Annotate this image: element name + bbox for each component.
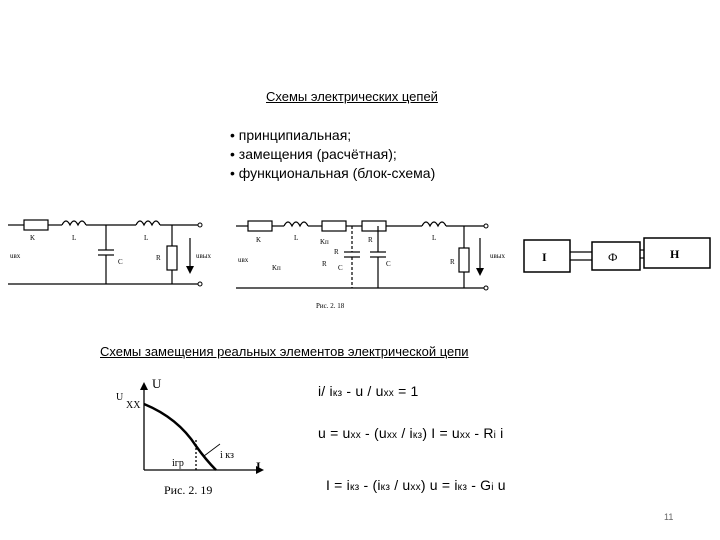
- c2-label-c1: C: [338, 264, 343, 272]
- c2-label-kp1: Kп: [320, 238, 329, 246]
- graph-caption: Рис. 2. 19: [164, 483, 213, 497]
- page-number: 11: [664, 512, 674, 522]
- graph-igr: iгр: [172, 458, 184, 469]
- c1-label-l1: L: [72, 234, 77, 242]
- c2-label-c2: C: [386, 260, 391, 268]
- bullet-equivalent: • замещения (расчётная);: [230, 146, 397, 162]
- c1-label-uout: uвых: [196, 252, 212, 260]
- c2-caption: Рис. 2. 18: [316, 302, 345, 310]
- c2-label-l2: L: [432, 234, 437, 242]
- c1-label-l2: L: [144, 234, 149, 242]
- inductor-l1: [62, 221, 86, 225]
- top-title: Схемы электрических цепей: [266, 89, 438, 104]
- c2-label-l1: L: [294, 234, 299, 242]
- resistor-k: [24, 220, 48, 230]
- graph-uxx-a: U: [116, 392, 124, 403]
- c2-label-uout: uвых: [490, 252, 506, 260]
- block-i-label: I: [542, 250, 547, 264]
- c1-label-k: K: [30, 234, 36, 242]
- equation-2: u = uxx - (uxx / iкз) I = uxx - Ri i: [318, 425, 504, 441]
- mid-title: Схемы замещения реальных элементов электрической цепи: [100, 344, 469, 359]
- circuit-principal: [0, 208, 220, 300]
- block-f-label: Ф: [608, 250, 618, 264]
- c1-label-uin: uвх: [10, 252, 21, 260]
- graph-ikz: i кз: [220, 450, 234, 461]
- schema-types-list: [230, 126, 435, 183]
- equation-1: i/ iкз - u / uxx = 1: [318, 383, 419, 399]
- c2-label-r2: R: [368, 236, 373, 244]
- graph-u-axis: U: [152, 376, 162, 391]
- c2-label-r4: R: [450, 258, 455, 266]
- c2-label-r1: R: [334, 248, 339, 256]
- graph-uxx-b: XX: [126, 400, 141, 411]
- bullet-principal: • принципиальная;: [230, 127, 352, 143]
- equation-3: I = iкз - (iкз / uxx) u = iкз - Gi u: [326, 477, 506, 493]
- block-i: [524, 240, 570, 272]
- graph-i-axis: I: [256, 459, 261, 473]
- block-diagram: [520, 234, 716, 276]
- inductor-l2: [136, 221, 160, 225]
- c2-label-k: K: [256, 236, 262, 244]
- c2-label-r3: R: [322, 260, 327, 268]
- c1-label-c: C: [118, 258, 123, 266]
- volt-ampere-graph: [108, 374, 278, 502]
- bullet-functional: • функциональная (блок-схема): [230, 165, 436, 181]
- block-n-label: Н: [670, 247, 680, 261]
- c1-label-r: R: [156, 254, 161, 262]
- c2-label-kp2: Kп: [272, 264, 281, 272]
- circuit-equivalent: [228, 208, 506, 316]
- c2-label-uin: uвх: [238, 256, 249, 264]
